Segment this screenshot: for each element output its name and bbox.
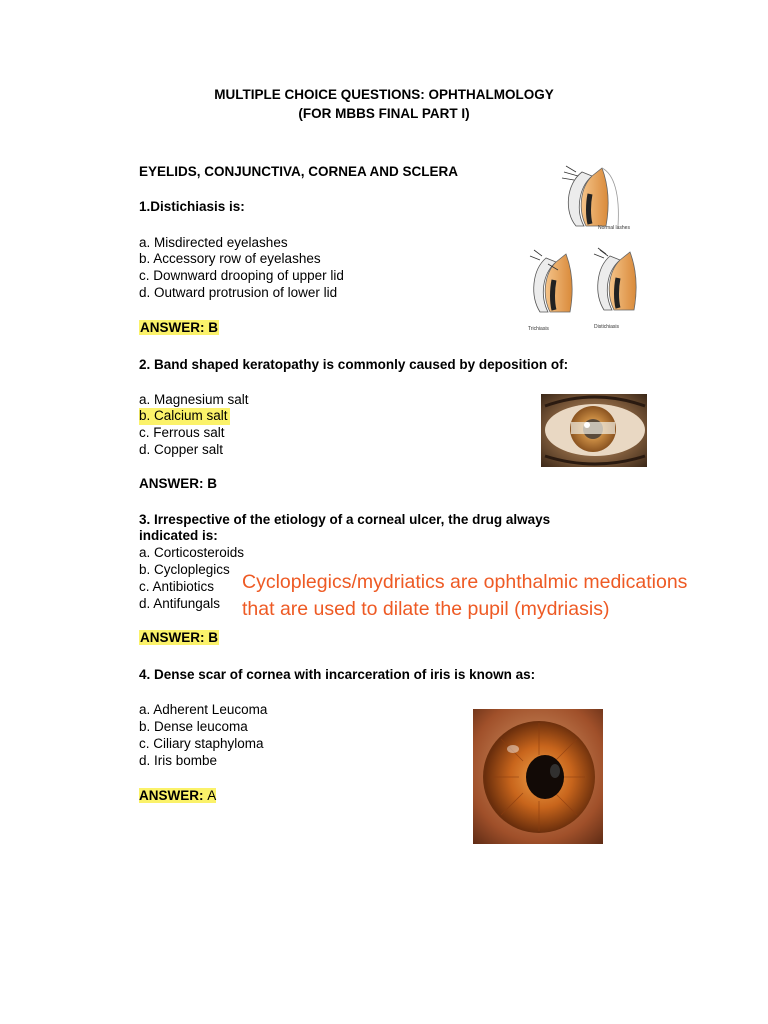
question-1-text: 1.Distichiasis is: — [139, 199, 245, 214]
question-3-text-line1: 3. Irrespective of the etiology of a corneal ulcer, the drug always — [139, 512, 551, 527]
iris-closeup-photo — [473, 709, 603, 844]
question-4-option-d: d. Iris bombe — [139, 753, 218, 768]
question-3-text-line2: indicated is: — [139, 528, 218, 543]
question-4-answer-prefix: ANSWER: — [139, 788, 208, 803]
question-3-option-d: d. Antifungals — [139, 596, 221, 611]
question-2-text: 2. Band shaped keratopathy is commonly caused by deposition of: — [139, 357, 569, 372]
question-3-option-b: b. Cycloplegics — [139, 562, 230, 577]
question-2-option-a: a. Magnesium salt — [139, 392, 249, 407]
figure-label-trichiasis: Trichiasis — [528, 326, 549, 332]
question-3-option-a: a. Corticosteroids — [139, 545, 245, 560]
section-heading: EYELIDS, CONJUNCTIVA, CORNEA AND SCLERA — [139, 164, 459, 179]
question-2-option-d: d. Copper salt — [139, 442, 224, 457]
question-1-option-a: a. Misdirected eyelashes — [139, 235, 288, 250]
question-4-option-c: c. Ciliary staphyloma — [139, 736, 264, 751]
figure-label-normal: Normal lashes — [598, 225, 630, 231]
question-3-answer: ANSWER: B — [140, 630, 218, 645]
page-title: MULTIPLE CHOICE QUESTIONS: OPHTHALMOLOGY — [214, 87, 554, 102]
question-1-option-c: c. Downward drooping of upper lid — [139, 268, 344, 283]
annotation-note-line2: that are used to dilate the pupil (mydriasis) — [242, 598, 610, 620]
figure-label-distichiasis: Distichiasis — [594, 324, 620, 330]
question-1-option-b: b. Accessory row of eyelashes — [139, 251, 321, 266]
question-4-option-b: b. Dense leucoma — [139, 719, 248, 734]
question-2-option-c: c. Ferrous salt — [139, 425, 225, 440]
question-1-answer: ANSWER: B — [140, 320, 218, 335]
question-4-text: 4. Dense scar of cornea with incarceration of iris is known as: — [139, 667, 536, 682]
question-4-option-a: a. Adherent Leucoma — [139, 702, 268, 717]
question-2-option-b: b. Calcium salt — [139, 408, 228, 423]
question-4-answer — [139, 788, 216, 803]
page-subtitle: (FOR MBBS FINAL PART I) — [298, 106, 470, 121]
question-4-answer-letter: A — [207, 788, 217, 803]
band-keratopathy-eye-photo — [541, 394, 647, 467]
question-2-answer: ANSWER: B — [139, 476, 217, 491]
question-1-option-d: d. Outward protrusion of lower lid — [139, 285, 338, 300]
annotation-note-line1: Cycloplegics/mydriatics are ophthalmic medications — [242, 571, 688, 593]
question-3-option-c: c. Antibiotics — [139, 579, 215, 594]
eyelid-diagram-icon — [528, 162, 650, 334]
